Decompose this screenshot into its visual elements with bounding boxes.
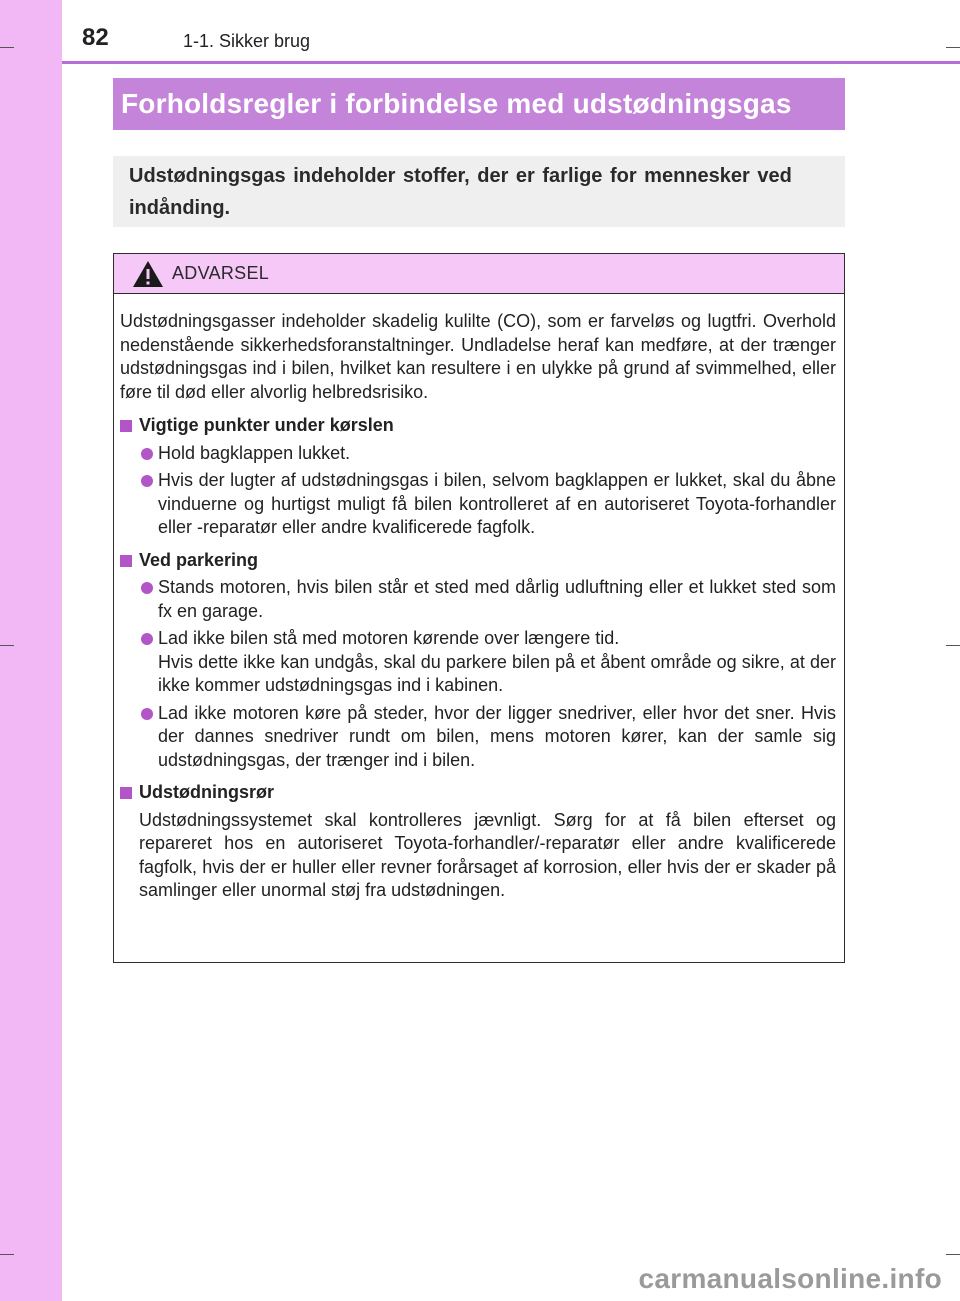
round-bullet-icon	[141, 448, 153, 460]
square-bullet-icon	[120, 555, 132, 567]
round-bullet-icon	[141, 633, 153, 645]
section-reference: 1-1. Sikker brug	[183, 31, 311, 51]
square-bullet-icon	[120, 787, 132, 799]
round-bullet-icon	[141, 582, 153, 594]
warning-body	[120, 310, 836, 903]
warning-header	[114, 254, 844, 294]
warning-box	[113, 253, 845, 963]
summary-box	[113, 156, 845, 227]
warning-triangle-icon	[131, 259, 165, 289]
crop-mark	[946, 47, 960, 48]
page-edge-band	[0, 0, 62, 1301]
crop-mark	[946, 1254, 960, 1255]
round-bullet-icon	[141, 708, 153, 720]
warning-intro: Udstødningsgasser indeholder skadelig kulilte (CO), som er farveløs og lugtfri. Overhold nedenstående sikkerhedsforanstaltninger. Undladelse heraf kan medføre, at der trænger udstødningsgas ind i bilen, hvilket kan resultere i en ulykke på grund af svimmelhed, eller føre til død eller alvorlig helbredsrisiko.	[120, 311, 836, 402]
section-heading-parking: Ved parkering	[120, 549, 836, 573]
crop-mark	[0, 47, 14, 48]
section-heading-driving: Vigtige punkter under kørslen	[120, 414, 836, 438]
square-bullet-icon	[120, 420, 132, 432]
list-item: Hold bagklappen lukket.	[120, 442, 836, 466]
watermark: carmanualsonline.info	[638, 1263, 942, 1294]
list-item: Stands motoren, hvis bilen står et sted med dårlig udluftning eller et lukket sted som fx en garage.	[120, 576, 836, 623]
list-item: Hvis der lugter af udstødningsgas i bilen, selvom bagklappen er lukket, skal du åbne vinduerne og hurtigst muligt få bilen kontrolleret af en autoriseret Toyota-forhandler eller -reparatør eller andre kvalificerede fagfolk.	[120, 469, 836, 540]
round-bullet-icon	[141, 475, 153, 487]
page-number: 82	[82, 24, 109, 51]
page-title: Forholdsregler i forbindelse med udstødningsgas	[113, 78, 845, 130]
crop-mark	[0, 1254, 14, 1255]
list-item: Lad ikke motoren køre på steder, hvor der ligger snedriver, eller hvor det sner. Hvis der dannes snedriver rundt om bilen, mens motoren kører, kan der samle sig udstødningsgas, der trænger ind i bilen.	[120, 702, 836, 773]
exhaust-pipe-text: Udstødningssystemet skal kontrolleres jævnligt. Sørg for at få bilen efterset og repareret hos en autoriseret Toyota-forhandler/-reparatør eller andre kvalificerede fagfolk, hvis der er huller eller revner forårsaget af korrosion, eller hvis der er skader på samlinger eller unormal støj fra udstødningen.	[139, 809, 836, 900]
crop-mark	[0, 645, 14, 646]
crop-mark	[946, 645, 960, 646]
list-item: Lad ikke bilen stå med motoren kørende over længere tid. Hvis dette ikke kan undgås, skal du parkere bilen på et åbent område og sikre, at der ikke kommer udstødningsgas ind i kabinen.	[120, 627, 836, 698]
summary-text: Udstødningsgas indeholder stoffer, der er farlige for mennesker ved indånding.	[129, 165, 792, 219]
warning-label: ADVARSEL	[172, 263, 270, 283]
header-divider	[62, 61, 960, 64]
section-heading-exhaust-pipe: Udstødningsrør	[120, 781, 836, 805]
